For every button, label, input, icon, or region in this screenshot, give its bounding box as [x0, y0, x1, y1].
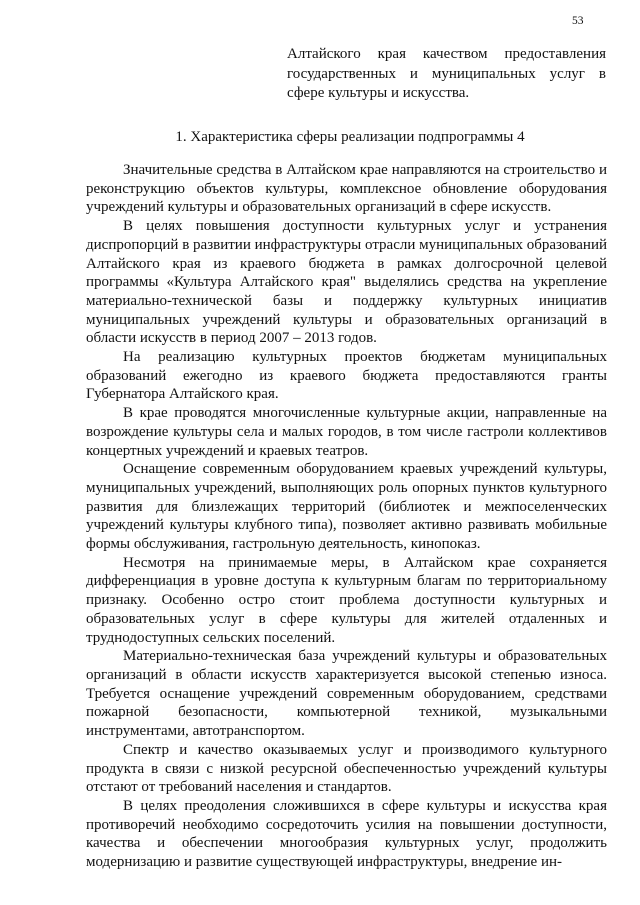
section-heading: 1. Характеристика сферы реализации подпрограммы 4 [175, 129, 525, 145]
paragraph: Материально-техническая база учреждений культуры и образовательных организаций в области искусств характеризуется высокой степенью износа. Требуется оснащение учреждений современным оборудованием, средствами пожарной безопасности, компьютерной техникой, музыкальными инструментами, автотранспортом. [86, 648, 607, 740]
paragraph: В целях преодоления сложившихся в сфере культуры и искусства края противоречий необходимо сосредоточить усилия на повышении доступности, качества и обеспечении многообразия культурных услуг, продолжить модернизацию и развитие существующей инфраструктуры, внедрение ин- [86, 797, 607, 871]
paragraph: На реализацию культурных проектов бюджетам муниципальных образований ежегодно из краевого бюджета предоставляются гранты Губернатора Алтайского края. [86, 349, 607, 403]
paragraph: Значительные средства в Алтайском крае направляются на строительство и реконструкцию объектов культуры, комплексное обновление оборудования учреждений культуры и образовательных организаций в сфере искусств. [86, 162, 607, 216]
paragraph: В целях повышения доступности культурных услуг и устранения диспропорций в развитии инфраструктуры отрасли муниципальных образований Алтайского края из краевого бюджета в рамках долгосрочной целевой программы «Культура Алтайского края" выделялись средства на укрепление материально-технической базы и поддержку культурных инициатив муниципальных учреждений культуры и образовательных организаций в области искусств в период 2007 – 2013 годов. [86, 218, 607, 347]
page-number: 53 [572, 15, 584, 27]
paragraph: Оснащение современным оборудованием краевых учреждений культуры, муниципальных учреждений, выполняющих роль опорных пунктов культурного развития для близлежащих территорий (библиотек и межпоселенческих учреждений культуры клубного типа), позволяет активно развивать мобильные формы обслуживания, гастрольную деятельность, кинопоказ. [86, 461, 607, 553]
paragraph: В крае проводятся многочисленные культурные акции, направленные на возрождение культуры села и малых городов, в том числе гастроли коллективов концертных учреждений и краевых театров. [86, 405, 607, 459]
paragraph: Спектр и качество оказываемых услуг и производимого культурного продукта в связи с низкой ресурсной обеспеченностью учреждений культуры отстают от требований населения и стандартов. [86, 741, 607, 796]
paragraph: Несмотря на принимаемые меры, в Алтайском крае сохраняется дифференциация в уровне доступа к культурным благам по территориальному признаку. Особенно остро стоит проблема доступности культурных и образовательных услуг в сфере культуры для жителей отдаленных и труднодоступных сельских поселений. [86, 554, 607, 646]
body-text [86, 161, 607, 872]
intro-continuation-text: Алтайского края качеством предоставления государственных и муниципальных услуг в сфере культуры и искусства. [287, 46, 606, 102]
